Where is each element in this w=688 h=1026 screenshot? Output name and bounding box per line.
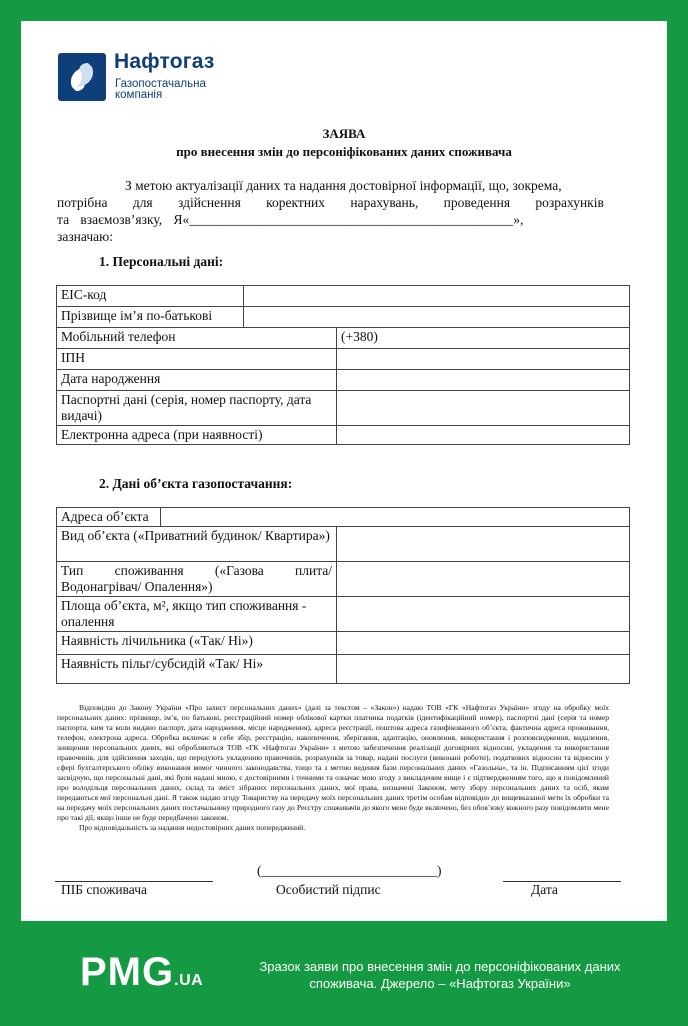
table-value-field[interactable] — [337, 597, 630, 632]
table-value-field[interactable] — [337, 370, 630, 391]
table-row — [57, 370, 630, 391]
table-label: Мобільний телефон — [57, 328, 337, 349]
signature-paren: (__________________________) — [257, 863, 442, 878]
table-row — [57, 527, 630, 562]
table-row — [57, 328, 630, 349]
table-label: Тип споживання («Газова плита/ Водонагрівач/ Опалення») — [57, 562, 337, 597]
table-row — [57, 426, 630, 445]
table-value-field[interactable] — [337, 632, 630, 655]
table-value-field[interactable] — [337, 527, 630, 562]
section-object-title: 2. Дані об’єкта газопостачання: — [99, 476, 293, 491]
table-value-field[interactable] — [337, 562, 630, 597]
table-row — [57, 632, 630, 655]
table-value-field[interactable] — [244, 307, 630, 328]
footer-caption: Зразок заяви про внесення змін до персоніфікованих даних споживача. Джерело – «Нафтогаз України» — [259, 959, 621, 991]
logo-subtitle: Газопостачальна компанія — [115, 78, 206, 101]
table-value-field[interactable] — [161, 508, 630, 527]
table-value-field[interactable] — [337, 349, 630, 370]
table-row — [57, 286, 630, 307]
pmg-brand: PMG — [80, 950, 175, 994]
table-label: Наявність пільг/субсидій «Так/ Ні» — [57, 655, 337, 684]
table-value-field[interactable] — [337, 655, 630, 684]
table-label: Прізвище ім’я по-батькові — [57, 307, 244, 328]
table-label: Адреса об’єкта — [57, 508, 161, 527]
table-label: Вид об’єкта («Приватний будинок/ Квартира») — [57, 527, 337, 562]
document-page — [21, 21, 667, 921]
intro-line: потрібна для здійснення коректних нарахувань, проведення розрахунків — [57, 195, 604, 210]
signature-personal-label: Особистий підпис — [276, 882, 381, 897]
table-value-field[interactable] — [244, 286, 630, 307]
personal-data-table — [56, 285, 630, 445]
pmg-logo — [80, 950, 203, 995]
date-signature-line[interactable] — [503, 881, 621, 882]
table-label: Електронна адреса (при наявності) — [57, 426, 337, 445]
intro-paragraph — [57, 177, 607, 245]
naftogaz-emblem-icon — [58, 53, 106, 101]
table-label: Площа об’єкта, м², якщо тип споживання - опалення — [57, 597, 337, 632]
signature-name-label: ПІБ споживача — [61, 882, 147, 897]
intro-line: зазначаю: — [57, 229, 113, 244]
table-label: ЕІС-код — [57, 286, 244, 307]
consent-warning: Про відповідальність за надання недостовірних даних попереджений. — [79, 823, 306, 832]
table-row — [57, 562, 630, 597]
document-subtitle: про внесення змін до персоніфікованих даних споживача — [176, 144, 512, 159]
table-label: Наявність лічильника («Так/ Ні») — [57, 632, 337, 655]
table-row — [57, 307, 630, 328]
pmg-brand-suffix: .UA — [174, 972, 204, 989]
document-title: ЗАЯВА — [322, 126, 366, 141]
table-value-field[interactable] — [337, 391, 630, 426]
consent-paragraph — [57, 703, 609, 833]
signature-date-label: Дата — [531, 882, 558, 897]
logo-name: Нафтогаз — [114, 50, 215, 73]
intro-line: та взаємозв’язку, Я«________________________________________________», — [57, 212, 524, 227]
table-row — [57, 391, 630, 426]
table-value-field[interactable]: (+380) — [337, 328, 630, 349]
section-personal-title: 1. Персональні дані: — [99, 254, 224, 269]
table-row — [57, 349, 630, 370]
naftogaz-logo — [58, 50, 258, 108]
consent-text: Відповідно до Закону України «Про захист персональних даних» (далі за текстом – «Закон») надаю ТОВ «ГК «Нафтогаз України» згоду на обробку моїх персональних даних: прізвище, ім’я, по батькові, реєстраційний номер облікової картки платника податків (ідентифікаційний номер), паспортні дані (серія та номер паспорта, ким та коли видано паспорт, дата народження, місце народження), адреса реєстрації, поштова адреса газифікованого об’єкта, фактична адреса проживання, телефон, електрона адреса. Обробка включає в себе збір, реєстрацію, накопичення, зберігання, адаптацію, оновлення, використання і розповсюдження, видалення, знищення персональних даних, які обробляються ТОВ «ГК «Нафтогаз України» з метою забезпечення реалізації договірних відносин, укладення та використання правочинів, для здійснення заходів, що передують укладенню правочинів, розрахунків за товар, надані послуги (виконані роботи), податкових відносин та відносин у сфері бухгалтерського обліку виконання вимог чинного законодавства, тощо та з метою ведення бази персональних даних «Газольна», та ін. Підписанням цієї згоди засвідчую, що персональні дані, які були надані мною, є достовірними і точними та означає мою згоду з викладеним вище і є підтвердженням того, що я повідомлений про володільця персональних даних, склад та зміст зібраних персональних даних, мої права, визначені Законом, мету збору персональних даних та осіб, яким передаються мої персональні дані. Я також надаю згоду Товариству на передачу моїх персональних даних третім особам відповідно до вищевказаної мети їх обробки та на передачу моїх персональних даних постачальнику природного газу до Реєстру споживачів до якого мене буде включено, без обов’язку кожного разу повідомляти мене про такі дії, якщо інше не буде передбачено законом. — [57, 703, 609, 822]
table-row — [57, 597, 630, 632]
table-row — [57, 655, 630, 684]
intro-line: З метою актуалізації даних та надання достовірної інформації, що, зокрема, — [125, 178, 562, 193]
table-label: ІПН — [57, 349, 337, 370]
table-row — [57, 508, 630, 527]
table-value-field[interactable] — [337, 426, 630, 445]
table-label: Дата народження — [57, 370, 337, 391]
table-label: Паспортні дані (серія, номер паспорту, дата видачі) — [57, 391, 337, 426]
object-data-table — [56, 507, 630, 684]
